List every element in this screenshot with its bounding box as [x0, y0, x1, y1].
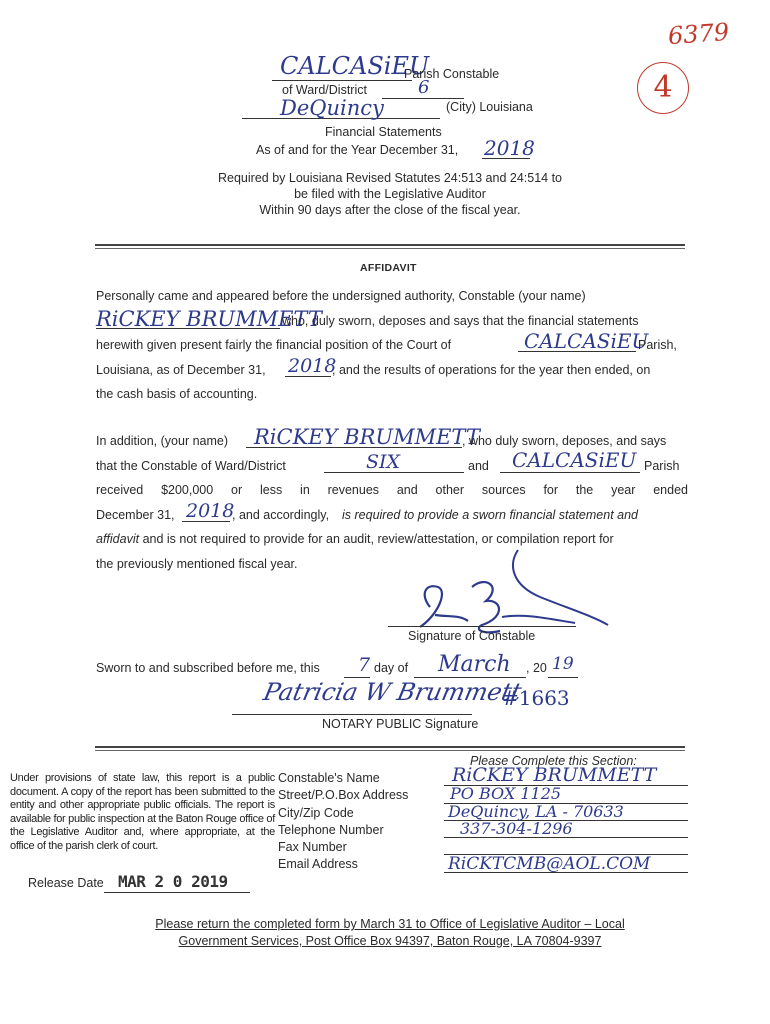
return-instructions	[100, 916, 680, 950]
statute-line-3: Within 90 days after the close of the fiscal year.	[259, 203, 521, 217]
value-constable-name: RiCKEY BRUMMETT	[452, 764, 657, 786]
p1-line-3-b: Parish,	[638, 338, 677, 352]
sworn-day-handwritten: 7	[358, 654, 371, 676]
release-date-label: Release Date	[28, 876, 104, 890]
sworn-year-handwritten: 19	[552, 654, 574, 674]
p2-line-1-b: , who duly sworn, deposes, and says	[462, 434, 667, 448]
p2-line-3: received $200,000 or less in revenues and other sources for the year ended	[96, 483, 688, 497]
p2-line-5-a: affidavit	[96, 532, 140, 546]
city-handwritten: DeQuincy	[280, 96, 384, 120]
constable-info-labels	[278, 770, 408, 874]
divider-top	[95, 244, 685, 249]
release-date-stamp: MAR 2 0 2019	[118, 872, 228, 891]
year-handwritten: 2018	[484, 136, 535, 160]
p2-line-4	[96, 499, 688, 528]
p1-line-4-a: Louisiana, as of December 31,	[96, 362, 266, 377]
p2-ward-handwritten: SIX	[366, 450, 401, 473]
p1-line-3-a: herewith given present fairly the financial position of the Court of	[96, 338, 452, 352]
statute-line-2: be filed with the Legislative Auditor	[294, 187, 486, 201]
p1-line-4-b: , and the results of operations for the year then ended, on	[332, 362, 651, 377]
p2-line-4-b: , and accordingly,	[232, 507, 330, 522]
label-telephone: Telephone Number	[278, 822, 384, 837]
as-of-label: As of and for the Year December 31,	[256, 143, 459, 157]
affidavit-title: AFFIDAVIT	[360, 262, 417, 274]
notary-signature-handwritten: Patricia W Brummett	[261, 678, 525, 706]
p1-line-3	[96, 329, 688, 358]
label-email: Email Address	[278, 857, 358, 872]
value-telephone: 337-304-1296	[460, 819, 573, 838]
p2-line-2	[96, 447, 688, 479]
p1-year-handwritten: 2018	[288, 354, 337, 377]
p2-line-2-a: that the Constable of Ward/District	[96, 458, 286, 473]
public-document-notice: Under provisions of state law, this report is a public document. A copy of the report has been submitted to the entity and other appropriate public officials. The report is available for public inspection at the Baton Rouge office of the Legislative Auditor and, where appropriate, at the office of the parish clerk of court.	[10, 772, 275, 852]
p2-line-2-b: and	[468, 458, 489, 473]
notary-number-handwritten: #1663	[502, 686, 570, 710]
p2-name-handwritten: RiCKEY BRUMMETT	[254, 425, 480, 449]
notary-label: NOTARY PUBLIC Signature	[322, 717, 479, 731]
p1-name-handwritten: RiCKEY BRUMMETT	[96, 306, 322, 331]
notary-signature-block	[232, 676, 592, 736]
statute-line-1: Required by Louisiana Revised Statutes 24:513 and 24:514 to	[218, 171, 562, 185]
sworn-label: Sworn to and subscribed before me, this	[96, 661, 320, 675]
p2-line-4-a: December 31,	[96, 507, 175, 522]
label-fax: Fax Number	[278, 840, 347, 855]
please-complete-label: Please Complete this Section:	[470, 754, 637, 768]
p1-court-handwritten: CALCASiEU	[524, 329, 649, 353]
p1-line-4	[96, 354, 688, 383]
label-constable-name: Constable's Name	[278, 771, 380, 785]
parish-constable-label: Parish Constable	[404, 67, 500, 81]
ward-label: of Ward/District	[282, 83, 367, 97]
constable-signature-label: Signature of Constable	[408, 629, 536, 643]
parish-name-handwritten: CALCASiEU	[280, 52, 430, 80]
day-of-label: day of	[374, 661, 409, 675]
financial-statements-heading: Financial Statements	[325, 125, 442, 139]
value-email: RiCKTCMB@AOL.COM	[448, 854, 651, 874]
constable-signature-line	[388, 626, 576, 627]
p2-line-1-a: In addition, (your name)	[96, 434, 229, 448]
return-line-2: Government Services, Post Office Box 94397, Baton Rouge, LA 70804-9397	[178, 934, 602, 948]
release-date-row	[28, 872, 258, 896]
value-city-zip: DeQuincy, LA - 70633	[448, 802, 624, 821]
p2-line-4-c: is required to provide a sworn financial statement and	[342, 507, 638, 522]
ward-handwritten: 6	[418, 77, 430, 98]
p2-line-5-b: and is not required to provide for an audit, review/attestation, or compilation report for	[142, 532, 614, 546]
p1-line-5: the cash basis of accounting.	[96, 387, 258, 401]
divider-bottom	[95, 746, 685, 751]
city-line	[242, 96, 552, 124]
affidavit-paragraph-1	[96, 284, 688, 407]
label-street-address: Street/P.O.Box Address	[278, 788, 409, 803]
reference-number: 6379	[667, 17, 730, 51]
p2-year-handwritten: 2018	[186, 499, 235, 522]
p1-line-1: Personally came and appeared before the undersigned authority, Constable (your name)	[96, 289, 586, 303]
circled-number-text: 4	[653, 70, 673, 105]
circled-page-number	[637, 62, 689, 114]
label-city-zip: City/Zip Code	[278, 805, 354, 820]
p2-parish-handwritten: CALCASiEU	[512, 447, 637, 472]
sworn-month-handwritten: March	[438, 652, 511, 677]
p2-line-2-c: Parish	[644, 458, 680, 473]
parish-line	[272, 54, 512, 82]
as-of-line	[256, 138, 556, 164]
p1-line-2-rest: who, duly sworn, deposes and says that the financial statements	[282, 313, 639, 328]
year-prefix: , 20	[526, 661, 547, 675]
city-label: (City) Louisiana	[446, 100, 533, 114]
statute-block	[150, 170, 630, 218]
return-line-1: Please return the completed form by March 31 to Office of Legislative Auditor – Local	[155, 917, 625, 931]
value-street-address: PO BOX 1125	[450, 784, 562, 803]
p2-line-6: the previously mentioned fiscal year.	[96, 556, 298, 571]
